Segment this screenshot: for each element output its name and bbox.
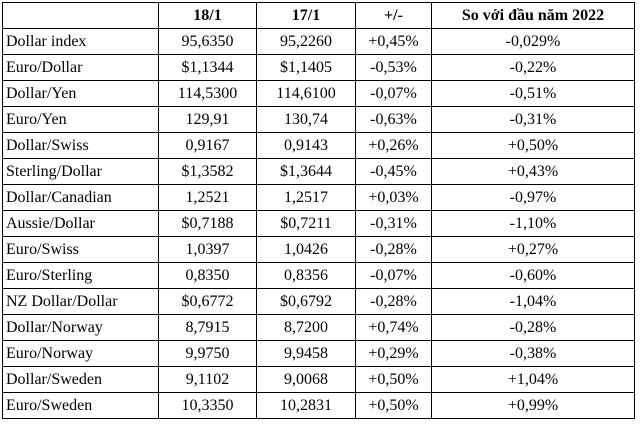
table-row — [3, 289, 635, 315]
ytd-change-cell: -1,10% — [432, 211, 635, 237]
value-18-1-cell: 114,5300 — [159, 81, 257, 107]
pair-name-cell: Sterling/Dollar — [3, 159, 159, 185]
pair-name-cell: Dollar/Swiss — [3, 133, 159, 159]
ytd-change-cell: -0,28% — [432, 315, 635, 341]
pair-name-cell: Euro/Swiss — [3, 237, 159, 263]
value-18-1-cell: $0,6772 — [159, 289, 257, 315]
table-row — [3, 159, 635, 185]
value-18-1-cell: 129,91 — [159, 107, 257, 133]
value-18-1-cell: $1,1344 — [159, 55, 257, 81]
pair-name-cell: Euro/Sweden — [3, 393, 159, 419]
pair-name-cell: Dollar/Sweden — [3, 367, 159, 393]
table-row — [3, 341, 635, 367]
change-cell: -0,31% — [356, 211, 432, 237]
table-row — [3, 393, 635, 419]
change-cell: +0,03% — [356, 185, 432, 211]
pair-name-cell: Dollar/Norway — [3, 315, 159, 341]
value-17-1-cell: $1,1405 — [257, 55, 356, 81]
ytd-change-cell: -0,97% — [432, 185, 635, 211]
ytd-change-cell: -0,31% — [432, 107, 635, 133]
value-17-1-cell: 1,0426 — [257, 237, 356, 263]
pair-name-cell: Dollar/Yen — [3, 81, 159, 107]
value-17-1-cell: $0,7211 — [257, 211, 356, 237]
ytd-change-cell: -0,22% — [432, 55, 635, 81]
change-cell: -0,45% — [356, 159, 432, 185]
ytd-change-cell: -0,60% — [432, 263, 635, 289]
ytd-change-cell: +1,04% — [432, 367, 635, 393]
value-18-1-cell: 0,9167 — [159, 133, 257, 159]
change-cell: +0,26% — [356, 133, 432, 159]
table-row — [3, 81, 635, 107]
pair-name-cell: Dollar/Canadian — [3, 185, 159, 211]
table-row — [3, 237, 635, 263]
value-17-1-cell: 95,2260 — [257, 29, 356, 55]
pair-name-cell: Euro/Sterling — [3, 263, 159, 289]
change-cell: -0,53% — [356, 55, 432, 81]
value-18-1-cell: $1,3582 — [159, 159, 257, 185]
header-date-17-1: 17/1 — [257, 3, 356, 29]
value-17-1-cell: 0,8356 — [257, 263, 356, 289]
ytd-change-cell: +0,27% — [432, 237, 635, 263]
value-17-1-cell: 10,2831 — [257, 393, 356, 419]
header-date-18-1: 18/1 — [159, 3, 257, 29]
pair-name-cell: Dollar index — [3, 29, 159, 55]
ytd-change-cell: +0,50% — [432, 133, 635, 159]
change-cell: -0,28% — [356, 237, 432, 263]
value-17-1-cell: 130,74 — [257, 107, 356, 133]
table-body — [3, 29, 635, 419]
exchange-rate-table — [2, 2, 635, 419]
value-18-1-cell: 95,6350 — [159, 29, 257, 55]
table-row — [3, 211, 635, 237]
value-18-1-cell: 1,0397 — [159, 237, 257, 263]
header-pair — [3, 3, 159, 29]
value-18-1-cell: 10,3350 — [159, 393, 257, 419]
change-cell: +0,50% — [356, 393, 432, 419]
table-row — [3, 367, 635, 393]
pair-name-cell: Euro/Yen — [3, 107, 159, 133]
pair-name-cell: NZ Dollar/Dollar — [3, 289, 159, 315]
value-17-1-cell: $0,6792 — [257, 289, 356, 315]
value-17-1-cell: 8,7200 — [257, 315, 356, 341]
table-row — [3, 107, 635, 133]
value-17-1-cell: 114,6100 — [257, 81, 356, 107]
change-cell: -0,28% — [356, 289, 432, 315]
change-cell: +0,29% — [356, 341, 432, 367]
change-cell: -0,07% — [356, 263, 432, 289]
value-17-1-cell: 1,2517 — [257, 185, 356, 211]
value-17-1-cell: 9,0068 — [257, 367, 356, 393]
header-row — [3, 3, 635, 29]
value-17-1-cell: 0,9143 — [257, 133, 356, 159]
change-cell: +0,50% — [356, 367, 432, 393]
value-18-1-cell: 1,2521 — [159, 185, 257, 211]
table-row — [3, 263, 635, 289]
change-cell: -0,63% — [356, 107, 432, 133]
header-change: +/- — [356, 3, 432, 29]
value-17-1-cell: $1,3644 — [257, 159, 356, 185]
ytd-change-cell: -0,51% — [432, 81, 635, 107]
table-row — [3, 55, 635, 81]
ytd-change-cell: +0,43% — [432, 159, 635, 185]
table-row — [3, 133, 635, 159]
change-cell: -0,07% — [356, 81, 432, 107]
ytd-change-cell: -0,029% — [432, 29, 635, 55]
ytd-change-cell: +0,99% — [432, 393, 635, 419]
pair-name-cell: Aussie/Dollar — [3, 211, 159, 237]
change-cell: +0,74% — [356, 315, 432, 341]
table-row — [3, 185, 635, 211]
header-ytd-change: So với đầu năm 2022 — [432, 3, 635, 29]
table-row — [3, 29, 635, 55]
change-cell: +0,45% — [356, 29, 432, 55]
value-18-1-cell: 9,1102 — [159, 367, 257, 393]
ytd-change-cell: -1,04% — [432, 289, 635, 315]
pair-name-cell: Euro/Norway — [3, 341, 159, 367]
pair-name-cell: Euro/Dollar — [3, 55, 159, 81]
ytd-change-cell: -0,38% — [432, 341, 635, 367]
table-row — [3, 315, 635, 341]
value-17-1-cell: 9,9458 — [257, 341, 356, 367]
value-18-1-cell: $0,7188 — [159, 211, 257, 237]
value-18-1-cell: 9,9750 — [159, 341, 257, 367]
value-18-1-cell: 8,7915 — [159, 315, 257, 341]
value-18-1-cell: 0,8350 — [159, 263, 257, 289]
